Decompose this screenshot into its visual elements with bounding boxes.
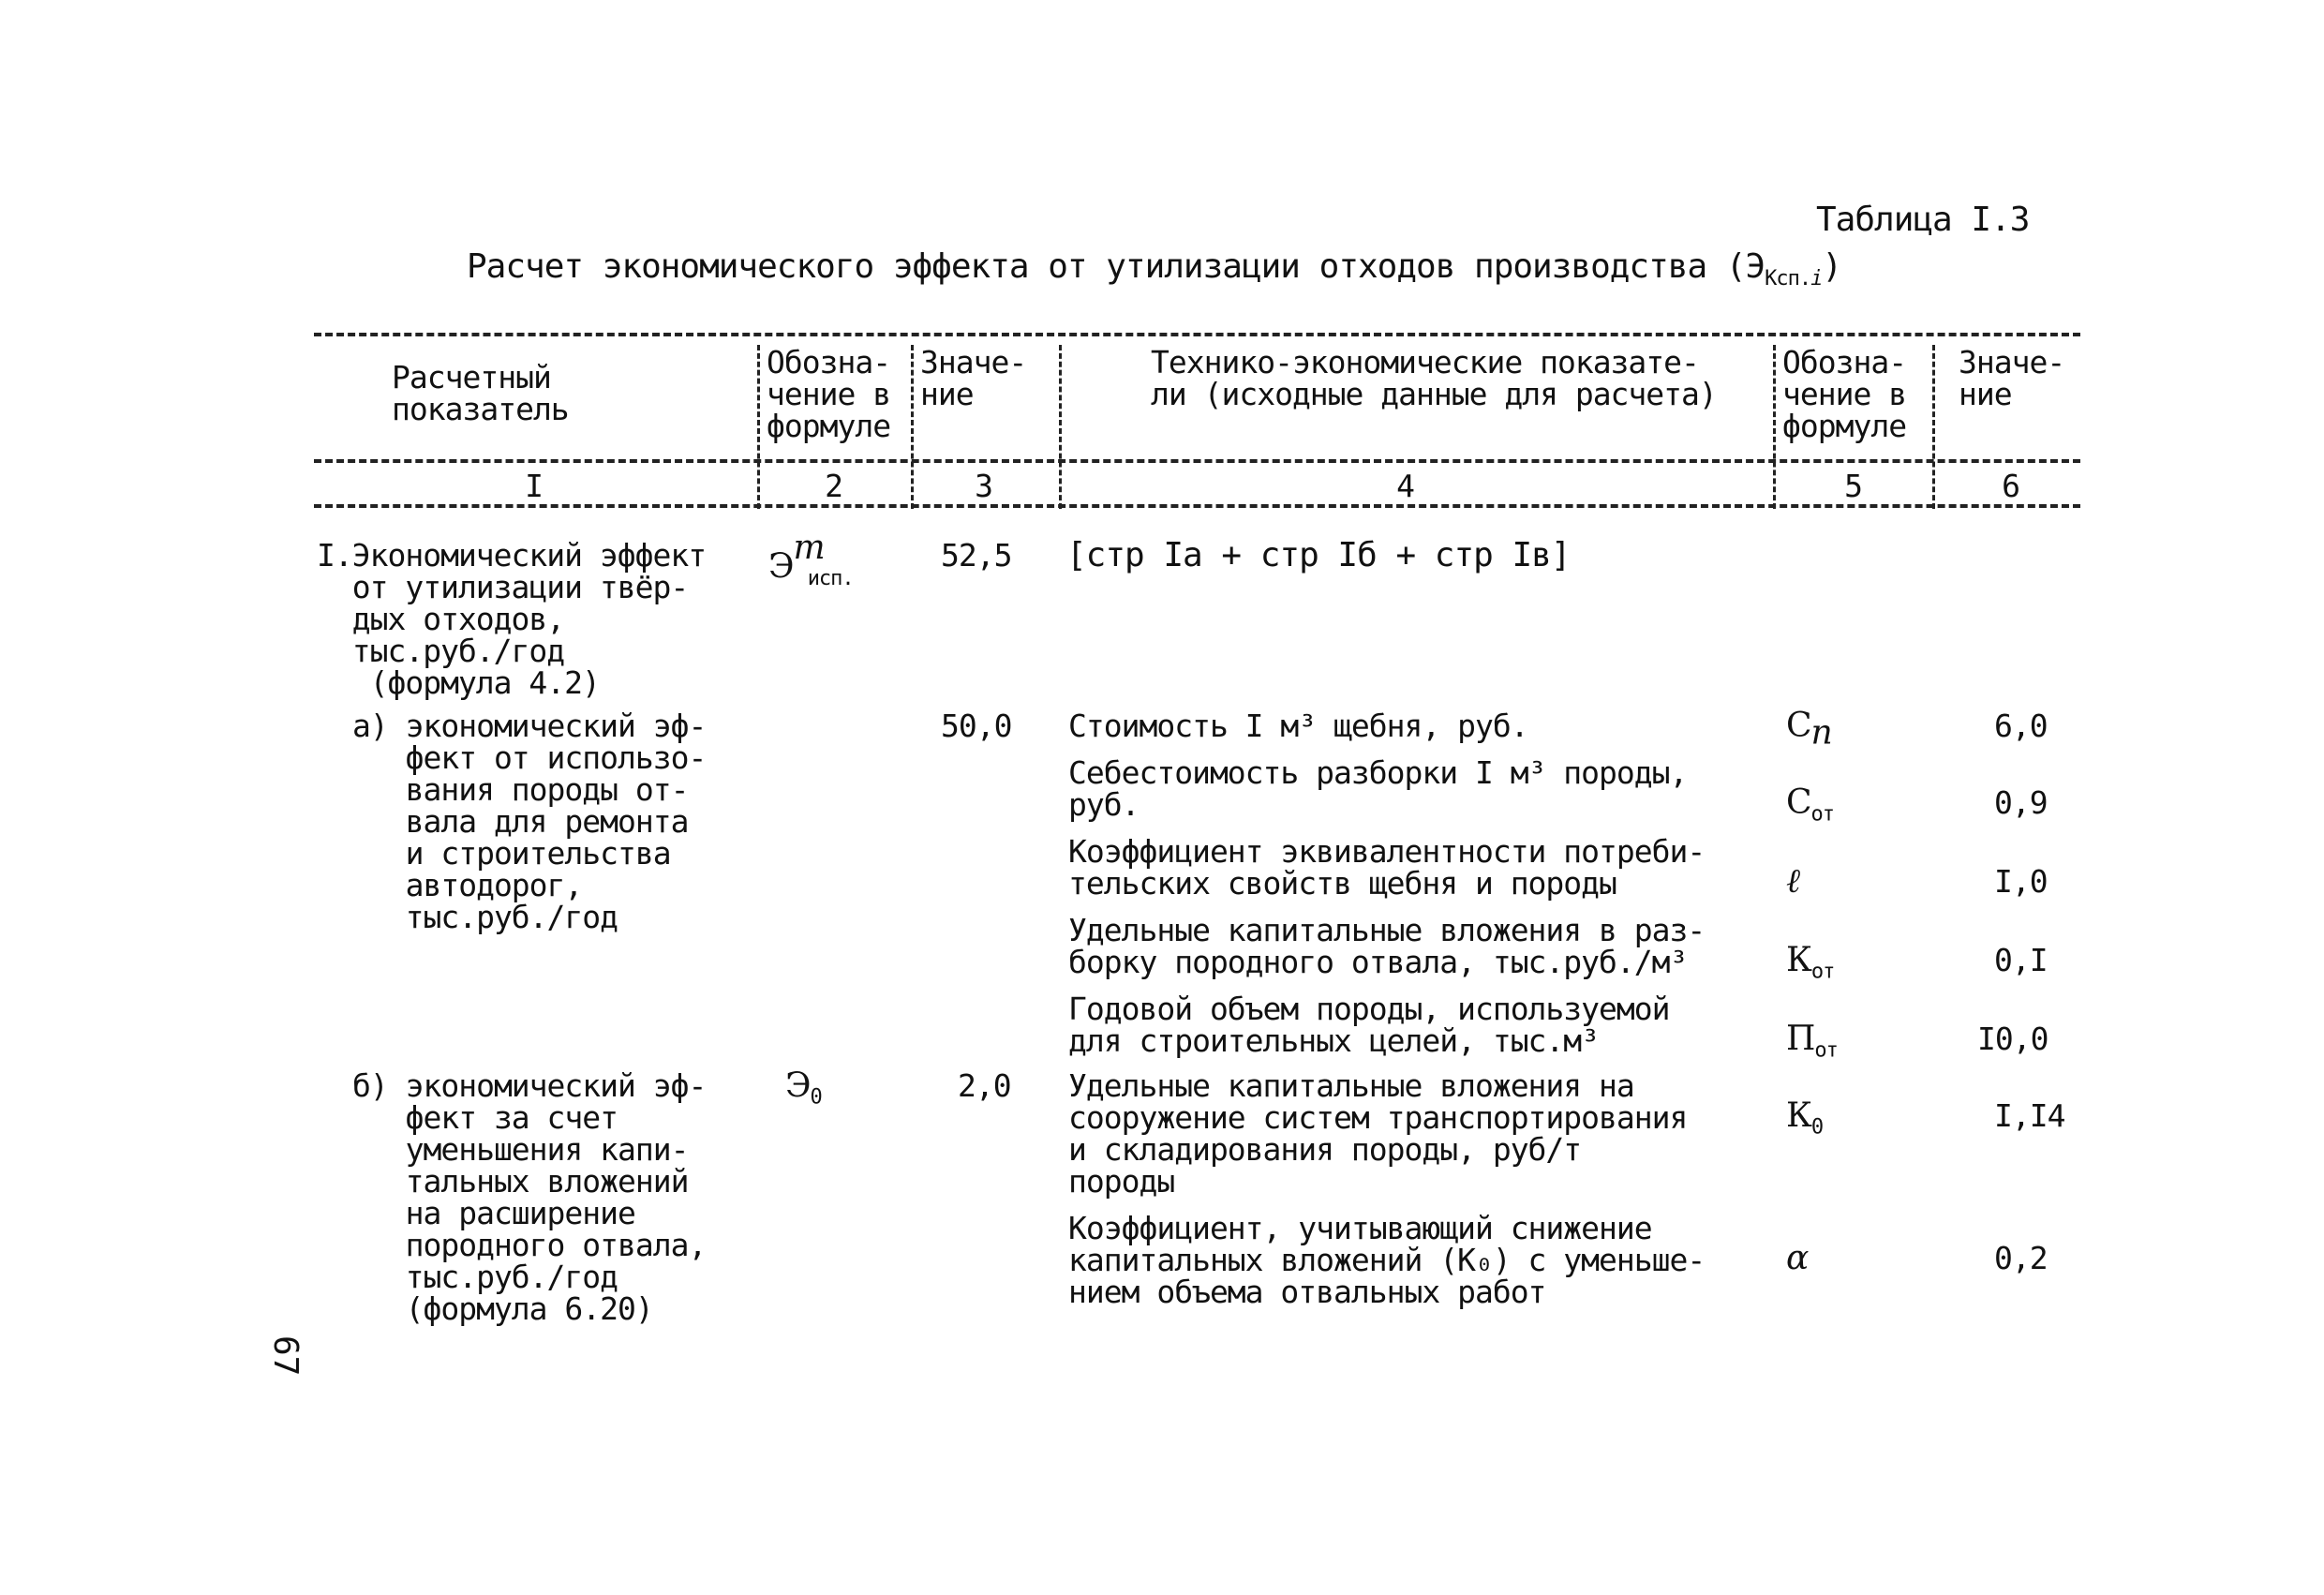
row-b-param-1-value: I,I4 (1994, 1097, 2065, 1134)
row1-label: I.Экономический эффект от утилизации твёр- дых отходов, тыс.руб./год (формула 4.2) (317, 537, 707, 701)
row-a-param-1-text: Стоимость I м³ щебня, руб. (1068, 708, 1528, 744)
row-a-label: а) экономический эф- фект от использо- вания породы от- вала для ремонта и строительства автодорог, тыс.руб./год (352, 708, 707, 935)
header-c1: Расчетный показатель (392, 359, 569, 427)
rule-top (314, 333, 2080, 336)
colnum-5: 5 (1844, 468, 1863, 504)
row-a-param-1-symbol: $C_п$ (1786, 707, 1832, 753)
row-b-param-2-symbol: α (1786, 1239, 1809, 1277)
row-a-param-1-value: 6,0 (1994, 708, 2048, 744)
row-a-param-4-symbol: $К_{от}$ (1786, 941, 1835, 984)
row-b-symbol: $Э_0$ (785, 1066, 822, 1110)
col-sep-3 (1059, 345, 1062, 509)
col-sep-2 (911, 345, 914, 509)
row-a-param-4-value: 0,I (1994, 942, 2048, 978)
row-b-param-2-value: 0,2 (1994, 1240, 2048, 1276)
header-c6: Значе- ние (1959, 344, 2065, 412)
row-a-param-3-value: I,0 (1994, 863, 2048, 900)
row1-symbol: $Э^m_{исп.}$ (768, 529, 854, 590)
row-a-param-5-text: Годовой объем породы, используемой для строительных целей, тыс.м³ (1068, 991, 1670, 1059)
colnum-6: 6 (2002, 468, 2020, 504)
row-b-label: б) экономический эф- фект за счет уменьшения капи- тальных вложений на расширение породного отвала, тыс.руб./год (формула 6.20) (352, 1067, 707, 1327)
rule-colnums (314, 504, 2080, 508)
row-a-param-2-text: Себестоимость разборки I м³ породы, руб. (1068, 754, 1688, 823)
colnum-4: 4 (1396, 468, 1415, 504)
row-a-value: 50,0 (941, 708, 1012, 744)
row-a-param-2-symbol: $C_{от}$ (1786, 783, 1835, 827)
table-label: Таблица I.3 (1816, 201, 2030, 239)
colnum-2: 2 (825, 468, 843, 504)
row-b-param-1-text: Удельные капитальные вложения на сооружение систем транспортирования и складирования породы, руб/т породы (1068, 1067, 1688, 1200)
colnum-1: I (525, 468, 544, 504)
row1-value: 52,5 (941, 537, 1012, 574)
colnum-3: 3 (975, 468, 993, 504)
row-a-param-5-value: I0,0 (1977, 1021, 2048, 1057)
row-b-param-2-text: Коэффициент, учитывающий снижение капитальных вложений (К₀) с уменьше- нием объема отвальных работ (1068, 1210, 1706, 1310)
row-b-value: 2,0 (958, 1067, 1011, 1104)
row-a-param-4-text: Удельные капитальные вложения в раз- борку породного отвала, тыс.руб./м³ (1068, 912, 1706, 980)
row1-formula: [стр Iа + стр Iб + стр Iв] (1066, 536, 1571, 574)
header-c2: Обозна- чение в формуле (767, 344, 891, 444)
page-number: 67 (266, 1335, 305, 1377)
row-a-param-3-symbol: ℓ (1786, 862, 1799, 901)
rule-header (314, 459, 2080, 463)
table-title: Расчет экономического эффекта от утилизации отходов производства $(Э_{Ксп.i})$ (467, 247, 1842, 291)
row-a-param-5-symbol: $П_{от}$ (1786, 1020, 1838, 1063)
header-c5: Обозна- чение в формуле (1782, 344, 1907, 444)
col-sep-1 (757, 345, 760, 509)
header-c4: Технико-экономические показате- ли (исходные данные для расчета) (1151, 344, 1717, 412)
row-a-param-2-value: 0,9 (1994, 784, 2048, 821)
row-b-param-1-symbol: $К_0$ (1786, 1096, 1824, 1140)
col-sep-5 (1932, 345, 1935, 509)
col-sep-4 (1773, 345, 1776, 509)
header-c3: Значе- ние (920, 344, 1027, 412)
row-a-param-3-text: Коэффициент эквивалентности потреби- тельских свойств щебня и породы (1068, 833, 1706, 902)
